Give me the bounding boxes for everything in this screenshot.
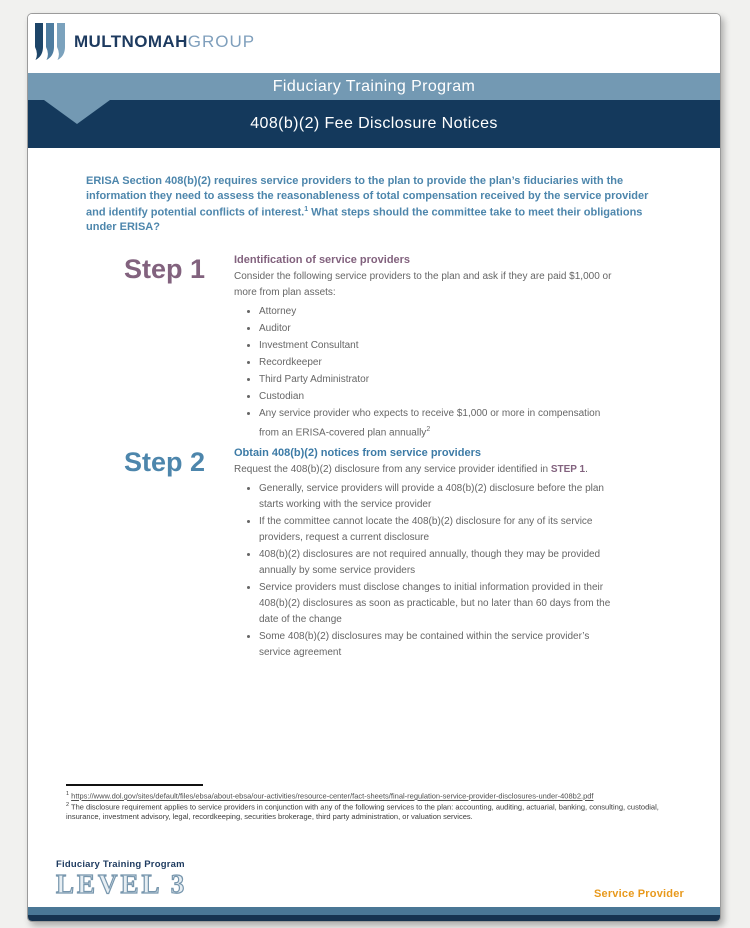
document-header <box>28 14 720 73</box>
footnote-2 <box>66 801 672 822</box>
step-1-content <box>234 254 619 442</box>
step-1-reference: STEP 1 <box>550 464 586 475</box>
step-2-content <box>234 447 619 662</box>
list-item: • 408(b)(2) disclosures are not required annually, though they may be provided annually by some service providers <box>259 547 619 579</box>
step-1-subtitle: Identification of service providers <box>234 254 411 266</box>
footnote-1-number: 1 <box>66 791 70 797</box>
multnomah-logo <box>34 22 255 62</box>
level-logo-level-text: LEVEL 3 <box>56 868 188 899</box>
banner-chevron-icon <box>44 100 110 124</box>
brand-name-secondary: GROUP <box>187 32 256 51</box>
list-item: • Service providers must disclose changes to initial information provided in their 408(b)(2) disclosures as soon as practicable, but no later than 60 days from the date of the change <box>259 580 619 628</box>
footnote-1 <box>66 790 672 801</box>
list-item: • If the committee cannot locate the 408(b)(2) disclosure for any of its service providers, request a current disclosure <box>259 514 619 546</box>
step-1-body: Consider the following service providers to the plan and ask if they are paid $1,000 or more from plan assets: <box>234 271 612 298</box>
multnomah-logo-icon <box>34 22 68 62</box>
footer-bars <box>28 907 720 921</box>
step-1-label: Step 1 <box>124 254 206 284</box>
list-item-text: Any service provider who expects to receive $1,000 or more in compensation from an ERISA-covered plan annually <box>259 408 601 439</box>
brand-name-primary: MULTNOMAH <box>74 32 188 51</box>
list-item: • Attorney <box>259 304 619 320</box>
step-2-body <box>234 462 619 478</box>
list-item: • Investment Consultant <box>259 338 619 354</box>
step-2-label: Step 2 <box>124 447 206 477</box>
topic-banner <box>28 100 720 148</box>
intro-paragraph <box>86 174 654 235</box>
step-2-subtitle: Obtain 408(b)(2) notices from service providers <box>234 447 481 459</box>
list-item: • Third Party Administrator <box>259 372 619 388</box>
footer-bar-light <box>28 907 720 915</box>
intro-question: What steps should the committee take to meet their obligations under ERISA? <box>86 206 643 234</box>
list-item: • Recordkeeper <box>259 355 619 371</box>
step-2-body-text: Request the 408(b)(2) disclosure from any service provider identified in <box>234 464 551 475</box>
footer-bar-dark <box>28 915 720 921</box>
footnote-ref-1: 1 <box>304 206 309 214</box>
list-item: • Custodian <box>259 389 619 405</box>
level-logo-program-text: Fiduciary Training Program <box>56 859 185 870</box>
program-banner-title: Fiduciary Training Program <box>272 77 476 95</box>
footnote-divider <box>66 784 203 786</box>
brand-wordmark <box>74 32 255 52</box>
step-2-body-period: . <box>585 464 588 475</box>
topic-banner-title: 408(b)(2) Fee Disclosure Notices <box>250 115 498 132</box>
level-3-logo <box>56 860 187 898</box>
footnote-2-number: 2 <box>66 802 70 809</box>
document-page <box>27 13 721 922</box>
footnote-link[interactable]: https://www.dol.gov/sites/default/files/ebsa/about-ebsa/our-activities/resource-center/fact-sheets/final-regulation-service-provider-disclosures-under-408b2.pdf <box>71 791 594 801</box>
step-1-bullet-list <box>234 304 619 441</box>
list-item: • Generally, service providers will provide a 408(b)(2) disclosure before the plan starts working with the service provider <box>259 481 619 513</box>
list-item: • Some 408(b)(2) disclosures may be contained within the service provider’s service agreement <box>259 629 619 661</box>
footnotes <box>66 784 672 822</box>
footnote-2-text: The disclosure requirement applies to service providers in conjunction with any of the following services to the plan: accounting, auditing, actuarial, banking, consulting, custodial, insurance, investment advisory, legal, recordkeeping, securities brokerage, third party administration, or valuation services. <box>66 802 659 822</box>
list-item: • Auditor <box>259 321 619 337</box>
program-banner <box>28 73 720 100</box>
step-2-bullet-list <box>234 481 619 661</box>
audience-label: Service Provider <box>593 888 684 900</box>
step-1-section <box>124 254 619 442</box>
list-item <box>259 406 619 441</box>
step-2-section <box>124 447 619 662</box>
intro-text: ERISA Section 408(b)(2) requires service providers to the plan to provide the plan’s fiduciaries with the information they need to assess the reasonableness of total compensation received by the service provider and identify potential conflicts of interest. <box>86 175 649 219</box>
footnote-ref-2: 2 <box>426 426 431 433</box>
